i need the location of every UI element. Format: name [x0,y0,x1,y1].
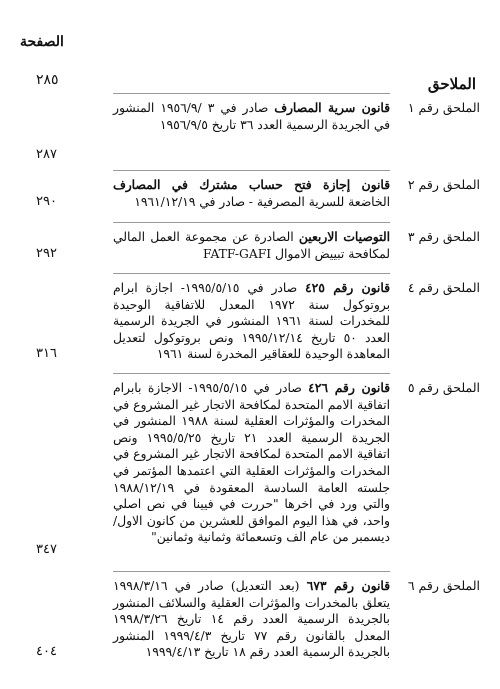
entry-label: الملحق رقم ٦ [407,578,480,593]
entry-description [113,229,390,262]
entry-description [113,280,390,363]
entry-body: صادر في ١٩٩٥/٥/١٥- الاجازة بابرام اتفاقية الامم المتحدة لمكافحة الاتجار غير المشروع في المخدرات والمؤثرات العقلية لسنة ١٩٨٨ المنشور في الجريدة الرسمية العدد ٢١ تاريخ ١٩٩٥/٥/٢٥ ونص اتفاقية الامم المتحدة لمكافحة الاتجار غير المشروع في المخدرات والمؤثرات العقلية التي اعتمدها المؤتمر في جلسته العامة السادسة المعقودة في ١٩٨٨/١٢/١٩ والتي ورد في اخرها "حررت في فيينا في نص اصلي واحد، في هذا اليوم الموافق للعشرين من كانون الاول/ديسمبر من عام الف وتسعمائة وثمانية وثمانين" [113,381,390,545]
entry-body: صادر في ١٩٩٥/٥/١٥- اجازة ابرام بروتوكول سنة ١٩٧٢ المعدل للاتفاقية الوحيدة للمخدرات لسنة ١٩٦١ المنشور في الجريدة الرسمية العدد ٥٠ تاريخ ١٩٩٥/١٢/١٤ ونص بروتوكول لتعديل المعاهدة الوحيدة للعقاقير المخدرة لسنة ١٩٦١ [113,281,390,362]
entry-body: صادر في ٣ /١٩٥٦/٩ المنشور في الجريدة الرسمية العدد ٣٦ تاريخ ١٩٥٦/٩/٥ [113,101,390,132]
entry-title: قانون سرية المصارف [274,100,391,115]
entry-divider [113,273,390,274]
entry-page-number: ٣٤٧ [36,542,57,557]
entry-label: الملحق رقم ٥ [407,380,480,395]
entry-label: الملحق رقم ٢ [407,177,480,192]
entry-description [113,380,390,546]
page-column-header: الصفحة [20,34,64,50]
entry-body: (بعد التعديل) صادر في ١٩٩٨/٣/١٦ يتعلق بالمخدرات والمؤثرات العقلية والسلائف المنشور بالجريدة الرسمية العدد رقم ١٤ تاريخ ١٩٩٨/٣/٢٦ المعدل بالقانون رقم ٧٧ تاريخ ١٩٩٩/٤/٣ المنشور بالجريدة الرسمية العدد رقم ١٨ تاريخ ١٩٩٩/٤/١٣ [113,579,390,660]
entry-divider [113,222,390,223]
entry-page-number: ٢٩٠ [36,194,57,209]
entry-divider [113,170,390,171]
entry-description [113,100,390,133]
entry-description [113,578,390,661]
entry-title: قانون رقم ٤٢٥ [305,280,390,295]
appendices-heading: الملاحق [427,75,476,93]
entry-title: التوصيات الاربعين [298,229,391,244]
entry-label: الملحق رقم ١ [407,100,480,115]
entry-page-number: ٤٠٤ [36,644,57,659]
entry-title: قانون رقم ٤٢٦ [308,380,390,395]
entry-divider [113,571,390,572]
entry-divider [113,93,390,94]
entry-body: الخاضعة للسرية المصرفية - صادر في ١٩٦١/١٢/١٩ [134,194,390,209]
entry-title: قانون رقم ٦٧٣ [306,578,390,593]
entry-page-number: ٣١٦ [36,346,57,361]
entry-body: الصادرة عن مجموعة العمل المالي لمكافحة تبييض الاموال FATF-GAFI [113,230,390,261]
appendices-page-number: ٢٨٥ [36,72,59,88]
entry-page-number: ٢٨٧ [36,147,57,162]
entry-page-number: ٢٩٢ [36,246,57,261]
entry-divider [113,373,390,374]
entry-label: الملحق رقم ٤ [407,280,480,295]
entry-title: قانون إجازة فتح حساب مشترك في المصارف [113,177,390,192]
entry-description [113,177,390,210]
entry-label: الملحق رقم ٣ [407,229,480,244]
